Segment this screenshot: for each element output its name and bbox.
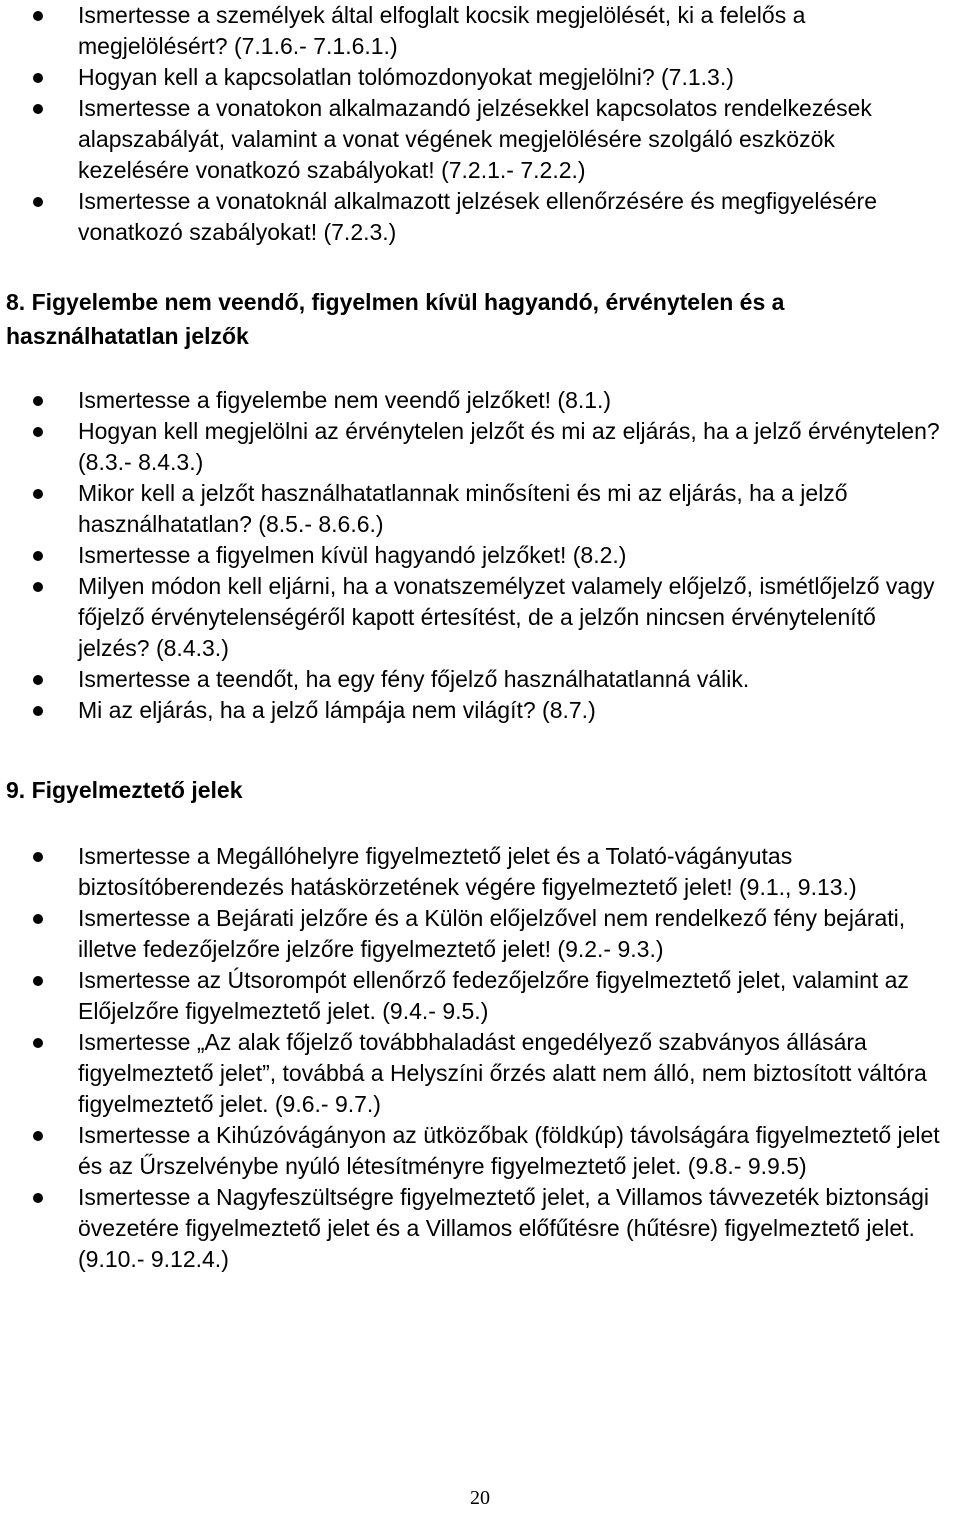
list-item (0, 478, 960, 540)
bullet-icon (33, 1131, 43, 1141)
bullet-icon (33, 706, 43, 716)
question-text: Hogyan kell a kapcsolatlan tolómozdonyokat megjelölni? (7.1.3.) (78, 64, 734, 90)
question-text: Ismertesse a figyelembe nem veendő jelzőket! (8.1.) (78, 387, 612, 413)
list-item (0, 1027, 960, 1120)
list-item (0, 571, 960, 664)
list-item (0, 1120, 960, 1182)
section-7-question-list (0, 0, 960, 248)
bullet-icon (33, 427, 43, 437)
list-item (0, 903, 960, 965)
question-text: Mi az eljárás, ha a jelző lámpája nem világít? (8.7.) (78, 697, 596, 723)
page-number: 20 (470, 1487, 490, 1509)
section-9-question-list (0, 841, 960, 1275)
question-text: Milyen módon kell eljárni, ha a vonatszemélyzet valamely előjelző, ismétlőjelző vagy főjelző érvénytelenségéről kapott értesítést, de a jelzőn nincsen érvénytelenítő jelzés? (8.4.3.) (78, 573, 935, 661)
list-item (0, 416, 960, 478)
bullet-icon (33, 396, 43, 406)
section-9-heading: 9. Figyelmeztető jelek (6, 777, 243, 803)
question-text: Ismertesse a figyelmen kívül hagyandó jelzőket! (8.2.) (78, 542, 627, 568)
question-text: Ismertesse a Kihúzóvágányon az ütközőbak (földkúp) távolságára figyelmeztető jelet és az Űrszelvénybe nyúló létesítményre figyelmeztető jelet. (9.8.- 9.9.5) (78, 1122, 940, 1179)
bullet-icon (33, 675, 43, 685)
list-item (0, 385, 960, 416)
question-text: Ismertesse a Bejárati jelzőre és a Külön előjelzővel nem rendelkező fény bejárati, illetve fedezőjelzőre jelzőre figyelmeztető jelet! (9.2.- 9.3.) (78, 905, 906, 962)
section-8-heading: 8. Figyelembe nem veendő, figyelmen kívül hagyandó, érvénytelen és a használhatatlan jelzők (6, 289, 785, 349)
question-text: Hogyan kell megjelölni az érvénytelen jelzőt és mi az eljárás, ha a jelző érvénytelen? (8.3.- 8.4.3.) (78, 418, 940, 475)
bullet-icon (33, 976, 43, 986)
question-text: Mikor kell a jelzőt használhatatlannak minősíteni és mi az eljárás, ha a jelző használhatatlan? (8.5.- 8.6.6.) (78, 480, 848, 537)
list-item (0, 1182, 960, 1275)
bullet-icon (33, 1038, 43, 1048)
question-text: Ismertesse az Útsorompót ellenőrző fedezőjelzőre figyelmeztető jelet, valamint az Előjelzőre figyelmeztető jelet. (9.4.- 9.5.) (78, 967, 909, 1024)
question-text: Ismertesse a vonatokon alkalmazandó jelzésekkel kapcsolatos rendelkezések alapszabályát, valamint a vonat végének megjelölésére szolgáló eszközök kezelésére vonatkozó szabályokat! (7.2.1.- 7.2.2.) (78, 95, 872, 183)
question-text: Ismertesse a Nagyfeszültségre figyelmeztető jelet, a Villamos távvezeték biztonsági övezetére figyelmeztető jelet és a Villamos előfűtésre (hűtésre) figyelmeztető jelet. (9.10.- 9.12.4.) (78, 1184, 929, 1272)
question-text: Ismertesse a személyek által elfoglalt kocsik megjelölését, ki a felelős a megjelölésért? (7.1.6.- 7.1.6.1.) (78, 2, 806, 59)
list-item (0, 695, 960, 726)
list-item (0, 186, 960, 248)
question-text: Ismertesse a vonatoknál alkalmazott jelzések ellenőrzésére és megfigyelésére vonatkozó szabályokat! (7.2.3.) (78, 188, 878, 245)
bullet-icon (33, 197, 43, 207)
list-item (0, 540, 960, 571)
question-text: Ismertesse a Megállóhelyre figyelmeztető jelet és a Tolató-vágányutas biztosítóberendezés hatáskörzetének végére figyelmeztető jelet! (9.1., 9.13.) (78, 843, 857, 900)
bullet-icon (33, 489, 43, 499)
list-item (0, 0, 960, 62)
question-text: Ismertesse „Az alak főjelző továbbhaladást engedélyező szabványos állására figyelmeztető jelet”, továbbá a Helyszíni őrzés alatt nem álló, nem biztosított váltóra figyelmeztető jelet. (9.6.- 9.7.) (78, 1029, 927, 1117)
list-item (0, 664, 960, 695)
list-item (0, 965, 960, 1027)
section-8-question-list (0, 385, 960, 726)
bullet-icon (33, 104, 43, 114)
list-item (0, 841, 960, 903)
bullet-icon (33, 551, 43, 561)
bullet-icon (33, 582, 43, 592)
bullet-icon (33, 1193, 43, 1203)
question-text: Ismertesse a teendőt, ha egy fény főjelző használhatatlanná válik. (78, 666, 750, 692)
bullet-icon (33, 914, 43, 924)
bullet-icon (33, 73, 43, 83)
bullet-icon (33, 11, 43, 21)
bullet-icon (33, 852, 43, 862)
list-item (0, 93, 960, 186)
list-item (0, 62, 960, 93)
